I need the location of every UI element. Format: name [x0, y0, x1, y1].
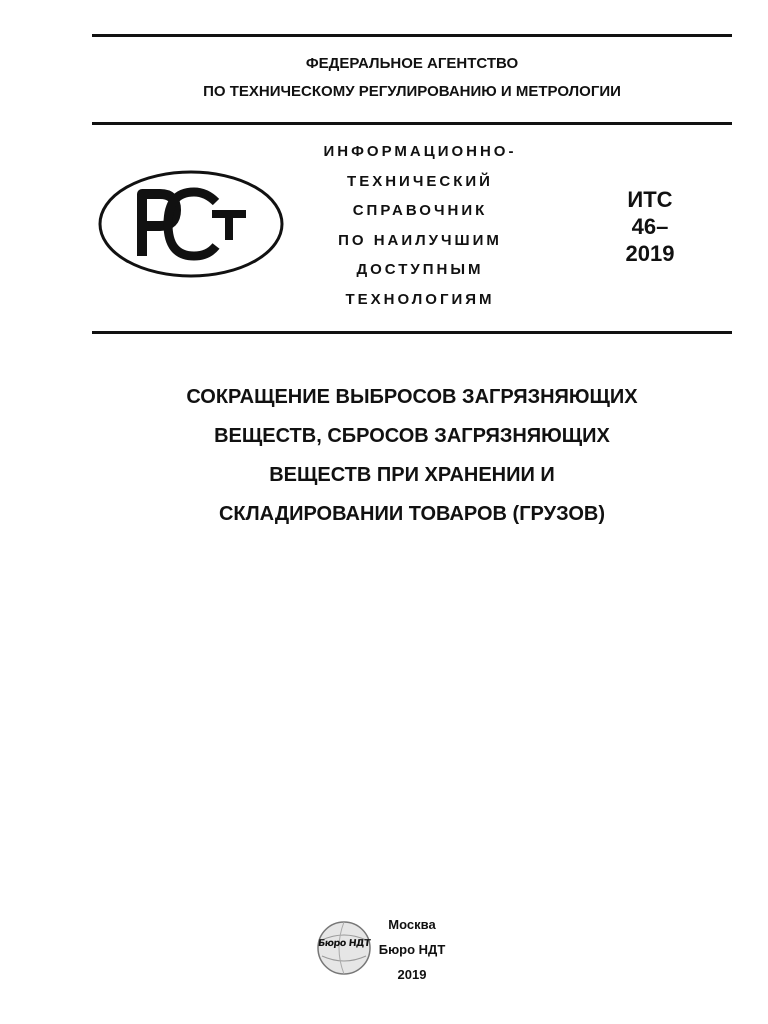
code-line-3: 2019	[625, 241, 675, 266]
imprint-publisher: Бюро НДТ	[378, 942, 446, 957]
agency-line-1: ФЕДЕРАЛЬНОЕ АГЕНТСТВО	[305, 55, 519, 72]
document-code	[600, 186, 700, 267]
imprint-city: Москва	[388, 917, 436, 932]
bottom-rule	[92, 331, 732, 334]
handbook-line-6: ТЕХНОЛОГИЯМ	[345, 290, 495, 308]
code-line-1: ИТС	[627, 187, 673, 212]
title-line-4: СКЛАДИРОВАНИИ ТОВАРОВ (ГРУЗОВ)	[218, 503, 605, 525]
agency-line-2: ПО ТЕХНИЧЕСКОМУ РЕГУЛИРОВАНИЮ И МЕТРОЛОГИИ	[203, 83, 621, 100]
imprint-year: 2019	[397, 967, 427, 982]
document-title	[92, 378, 732, 534]
top-rule	[92, 34, 732, 37]
rst-mark-icon	[96, 168, 286, 280]
handbook-line-1: ИНФОРМАЦИОННО-	[323, 143, 517, 160]
code-line-2: 46–	[631, 214, 669, 239]
title-line-2: ВЕЩЕСТВ, СБРОСОВ ЗАГРЯЗНЯЮЩИХ	[214, 425, 610, 447]
middle-rule	[92, 122, 732, 125]
agency-name	[92, 50, 732, 106]
handbook-line-2: ТЕХНИЧЕСКИЙ	[347, 172, 493, 190]
handbook-line-5: ДОСТУПНЫМ	[356, 261, 484, 278]
title-line-3: ВЕЩЕСТВ ПРИ ХРАНЕНИИ И	[269, 464, 555, 486]
imprint	[360, 912, 464, 987]
title-line-1: СОКРАЩЕНИЕ ВЫБРОСОВ ЗАГРЯЗНЯЮЩИХ	[186, 386, 638, 408]
handbook-line-4: ПО НАИЛУЧШИМ	[338, 231, 502, 249]
handbook-line-3: СПРАВОЧНИК	[352, 202, 488, 219]
publisher-logo-text: Бюро НДТ	[317, 938, 371, 949]
handbook-title	[300, 137, 540, 314]
